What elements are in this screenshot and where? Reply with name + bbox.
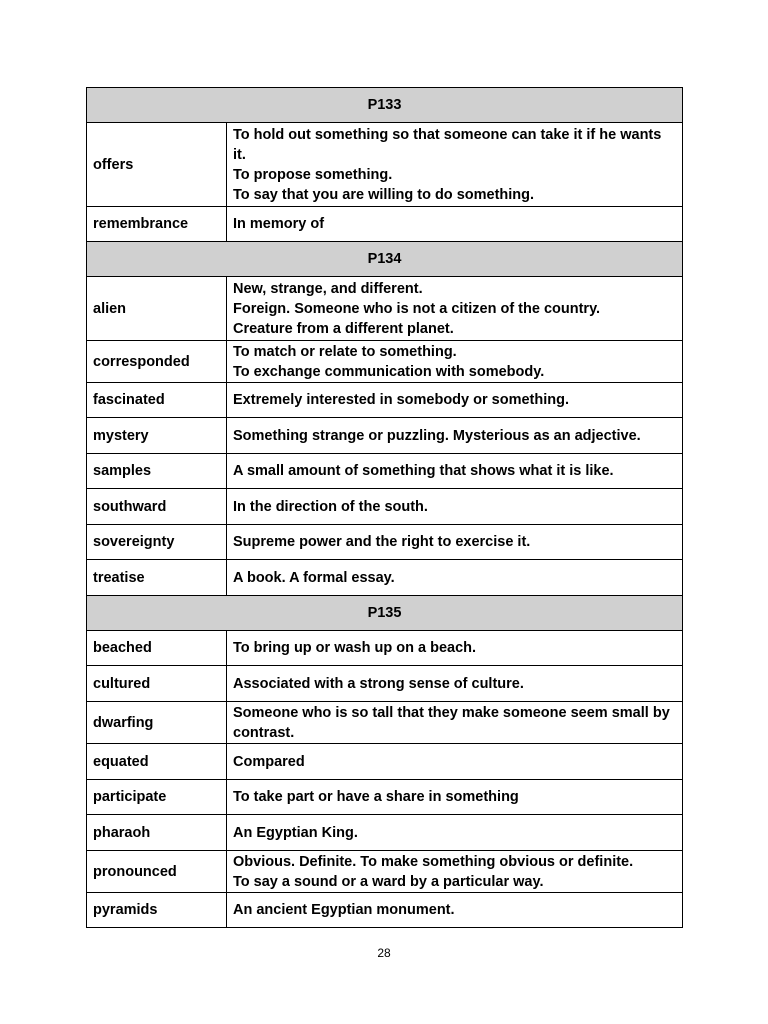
section-title: P133 <box>87 88 683 123</box>
vocab-row <box>87 277 683 341</box>
vocab-word: pyramids <box>87 893 227 928</box>
vocab-row <box>87 383 683 418</box>
definition-line: Foreign. Someone who is not a citizen of the country. <box>233 300 601 317</box>
vocab-word: treatise <box>87 560 227 596</box>
vocab-row <box>87 666 683 702</box>
vocab-row <box>87 418 683 454</box>
vocab-definition <box>227 489 683 525</box>
definition-line: To exchange communication with somebody. <box>233 363 545 380</box>
vocab-row <box>87 744 683 780</box>
vocab-definition <box>227 744 683 780</box>
vocab-row <box>87 525 683 560</box>
vocab-definition <box>227 851 683 893</box>
definition-line: A small amount of something that shows what it is like. <box>233 463 614 479</box>
vocab-word: sovereignty <box>87 525 227 560</box>
vocab-definition <box>227 702 683 744</box>
vocab-row <box>87 123 683 207</box>
section-title: P135 <box>87 596 683 631</box>
vocab-row <box>87 631 683 666</box>
vocab-definition <box>227 207 683 242</box>
vocab-row <box>87 560 683 596</box>
vocab-word: participate <box>87 780 227 815</box>
section-title: P134 <box>87 242 683 277</box>
definition-line: Obvious. Definite. To make something obvious or definite. <box>233 853 634 870</box>
vocab-row <box>87 893 683 928</box>
section-header-row <box>87 242 683 277</box>
vocab-definition <box>227 815 683 851</box>
vocab-word: beached <box>87 631 227 666</box>
definition-line: Creature from a different planet. <box>233 320 454 337</box>
vocab-word: samples <box>87 454 227 489</box>
definition-line: A book. A formal essay. <box>233 569 395 586</box>
vocab-definition <box>227 631 683 666</box>
definition-line: In the direction of the south. <box>233 498 428 515</box>
vocab-row <box>87 815 683 851</box>
vocab-word: cultured <box>87 666 227 702</box>
vocab-word: mystery <box>87 418 227 454</box>
page-number: 28 <box>377 946 391 960</box>
definition-line: To match or relate to something. <box>233 343 457 360</box>
definition-line: Compared <box>233 753 305 770</box>
vocab-definition <box>227 383 683 418</box>
definition-line: An Egyptian King. <box>233 824 358 841</box>
vocab-word: offers <box>87 123 227 207</box>
vocab-definition <box>227 418 683 454</box>
vocabulary-table <box>86 87 683 928</box>
vocab-word: dwarfing <box>87 702 227 744</box>
definition-line: To take part or have a share in something <box>233 789 519 805</box>
vocab-word: pharaoh <box>87 815 227 851</box>
vocab-row <box>87 851 683 893</box>
vocab-definition <box>227 666 683 702</box>
vocab-definition <box>227 341 683 383</box>
definition-line: Someone who is so tall that they make someone seem small by contrast. <box>233 704 670 741</box>
definition-line: To say that you are willing to do something. <box>233 186 535 203</box>
definition-line: Associated with a strong sense of culture. <box>233 675 524 692</box>
definition-line: An ancient Egyptian monument. <box>233 902 455 918</box>
definition-line: New, strange, and different. <box>233 280 423 297</box>
vocab-word: equated <box>87 744 227 780</box>
vocab-row <box>87 489 683 525</box>
vocab-definition <box>227 454 683 489</box>
vocab-definition <box>227 277 683 341</box>
vocab-definition <box>227 893 683 928</box>
definition-line: To bring up or wash up on a beach. <box>233 640 477 656</box>
vocab-word: alien <box>87 277 227 341</box>
vocab-definition <box>227 560 683 596</box>
section-header-row <box>87 88 683 123</box>
vocab-definition <box>227 123 683 207</box>
vocab-row <box>87 702 683 744</box>
vocab-row <box>87 780 683 815</box>
definition-line: To propose something. <box>233 166 393 183</box>
definition-line: Supreme power and the right to exercise it. <box>233 534 531 550</box>
vocab-row <box>87 454 683 489</box>
vocab-row <box>87 207 683 242</box>
definition-line: Extremely interested in somebody or something. <box>233 392 569 408</box>
definition-line: To say a sound or a ward by a particular way. <box>233 873 544 890</box>
definition-line: Something strange or puzzling. Mysterious as an adjective. <box>233 427 641 444</box>
vocab-word: pronounced <box>87 851 227 893</box>
vocab-definition <box>227 525 683 560</box>
vocab-row <box>87 341 683 383</box>
vocab-word: southward <box>87 489 227 525</box>
vocab-word: corresponded <box>87 341 227 383</box>
definition-line: In memory of <box>233 216 325 232</box>
vocab-definition <box>227 780 683 815</box>
vocab-word: remembrance <box>87 207 227 242</box>
section-header-row <box>87 596 683 631</box>
vocab-word: fascinated <box>87 383 227 418</box>
definition-line: To hold out something so that someone can take it if he wants it. <box>233 126 662 163</box>
